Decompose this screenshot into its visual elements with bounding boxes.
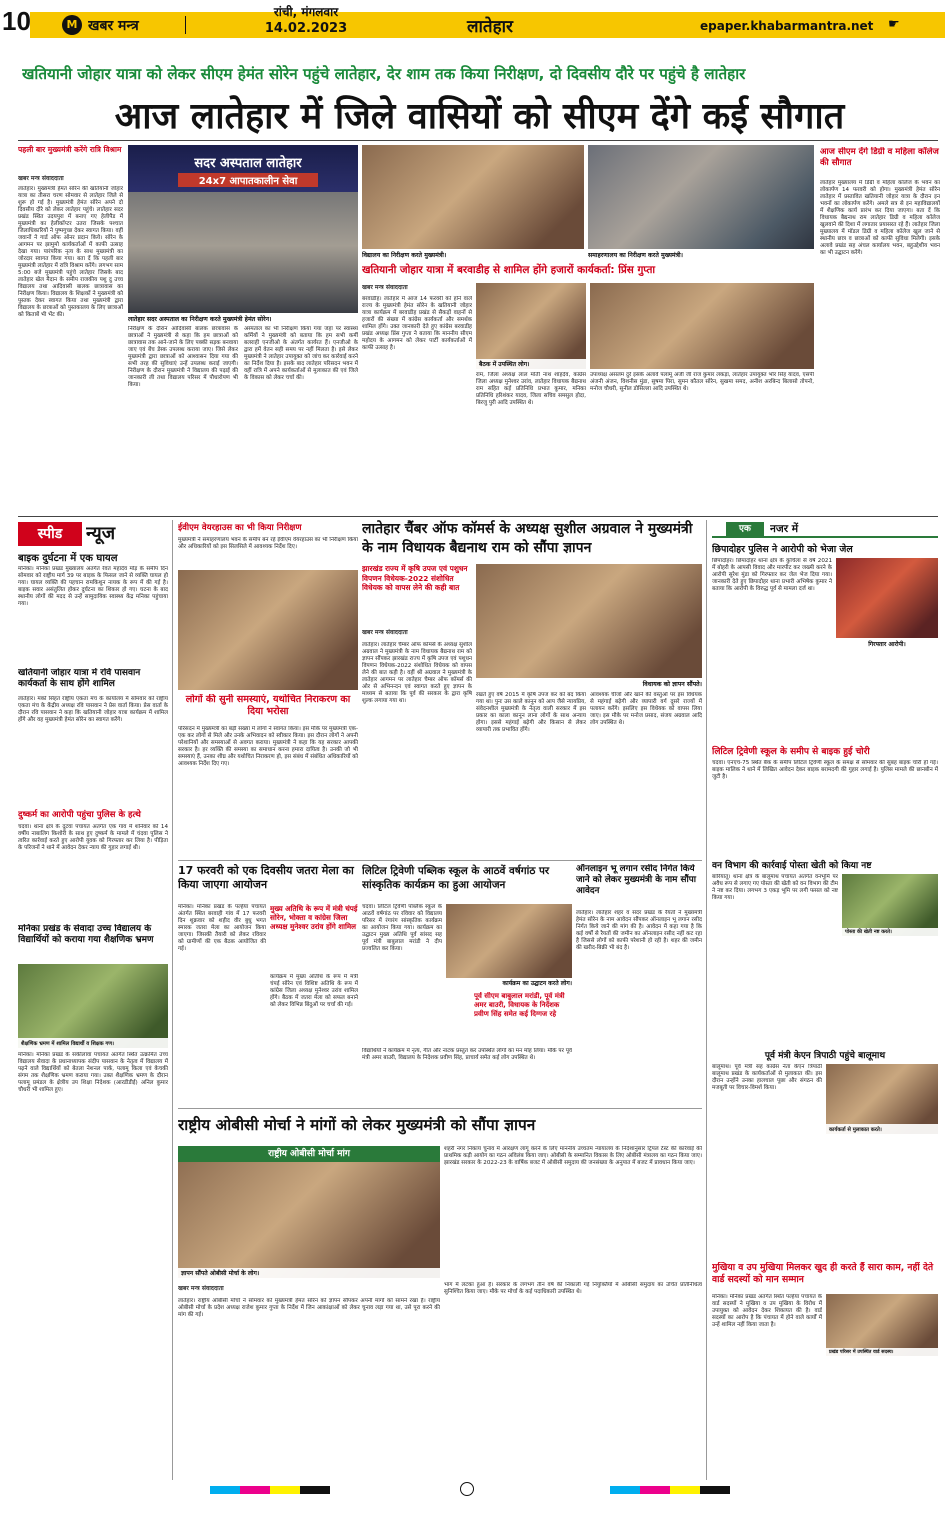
speed-item-2-title: खतियानी जोहार यात्रा में रवि पासवान कार्यकर्ता के साथ होंगे शामिल — [18, 668, 141, 689]
chamber-photo — [476, 564, 702, 678]
color-bar-left — [210, 1486, 330, 1494]
evm-headline: ईवीएम वेयरहाउस का भी किया निरीक्षण — [178, 523, 302, 533]
color-bar-right — [610, 1486, 730, 1494]
masthead — [0, 0, 945, 46]
nazar-tag-1: एक — [726, 522, 764, 536]
feb17-sub: मुख्य अतिथि के रूप में मंत्री चंपई सोरेन, भोक्ता व कांग्रेस जिला अध्यक्ष मुनेश्वर उरांव होंगे शामिल — [270, 904, 358, 931]
little-triveni-body-2: विद्यार्थियों ने कार्यक्रम में नृत्य, गीत और नाटक प्रस्तुत कर उपस्थित लोगों का मन मोह लिया। मौके पर पूर्व मंत्री अमर बाउरी, विद्यालय के निदेशक प्रवीण सिंह, प्राचार्य समेत कई लोग उपस्थित थे। — [362, 1048, 572, 1061]
nazar-item-5-body: मनिका। मनिका प्रखंड अंतर्गत स्थित पल्हेया पंचायत के वार्ड सदस्यों ने मुखिया व उप मुखिया के विरोध में उपायुक्त को आवेदन देकर शिकायत की है। वार्ड सदस्यों का आरोप है कि पंचायत में होने वाले कार्यों में उन्हें शामिल नहीं किया जाता है। — [712, 1294, 822, 1328]
nazar-tag — [712, 522, 938, 538]
public-meet-headline: लोगों की सुनी समस्याएं, यथोचित निराकरण का दिया भरोसा — [185, 694, 351, 717]
nazar-item-2-body: चंदवा। एनएच-75 स्थित बैंक के समीप लिटिल ट्रिवेणी स्कूल के समक्ष से सोमवार की सुबह बाइक चोरी हो गई। बाइक मालिक ने थाने में लिखित आवेदन देकर बाइक बरामदगी की गुहार लगाई है। पुलिस मामले की छानबीन में जुटी है। — [712, 760, 938, 780]
lead-photo-sign2: 24x7 आपातकालीन सेवा — [178, 173, 318, 187]
nazar-item-4-body: बालूमाथ। पूर्व मंत्री सह कांग्रेस नेता केएन त्रिपाठी बालूमाथ प्रखंड के कार्यकर्ताओं से मुलाकात की। इस दौरान उन्होंने उनका हालचाल पूछा और संगठन की मजबूती पर विचार-विमर्श किया। — [712, 1064, 822, 1091]
ward-members-caption: प्रखंड परिसर में उपस्थित वार्ड सदस्य। — [826, 1348, 938, 1356]
section-rule-3 — [178, 1108, 702, 1109]
speed-item-3-body: चंदवा। थाना क्षेत्र के दुटवा पंचायत अंतर्गत एक गांव में शनिवार को 14 वर्षीय नाबालिग किशोरी के साथ हुए दुष्कर्म के मामले में चंदवा पुलिस ने त्वरित कार्रवाई करते हुए आरोपी युवक को गिरफ्तार कर लिया है। पीड़िता के परिजनों ने थाने में आवेदन देकर न्याय की गुहार लगाई थी। — [18, 824, 168, 851]
nazar-item-1-title: छिपादोहर पुलिस ने आरोपी को भेजा जेल — [712, 544, 853, 555]
school-inspection-caption: विद्यालय का निरीक्षण करते मुख्यमंत्री। — [362, 252, 447, 259]
poppy-destroy-photo — [842, 874, 938, 936]
former-minister-photo — [826, 1064, 938, 1134]
degree-college-body: लातेहार मुख्यालय में डिग्री व महिला कॉलेज के भवन का लोकार्पण 14 फरवरी को होगा। मुख्यमंत्री हेमंत सोरेन लातेहार में प्रस्तावित खतियानी जोहार यात्रा के दौरान इन भवनों का लोकार्पण करेंगे। अमले सत्र से इन महाविद्यालयों में शैक्षणिक कार्य प्रारंभ कर दिया जाएगा। बता दें कि विधायक बैद्यनाथ राम लातेहार डिग्री व महिला कॉलेज खुलवाने की दिशा में लगातार प्रयासरत रहे हैं। लातेहार जिला मुख्यालय में मॉडल डिग्री व महिला कॉलेज खुल जाने से स्थानीय छात्र व छात्राओं को काफी सुविधा मिलेगी। इसके अलावे प्रखंड सह अंचल कार्यालय भवन, बहुउद्देशीय भवन का भी उद्घाटन करेंगे। — [820, 180, 940, 256]
collectorate-inspection-photo — [588, 145, 814, 249]
chamber-subhead: झारखंड राज्य में कृषि उपज एवं पशुधन विपणन विधेयक-2022 संशोधित विधेयक को वापस लेने की कही बात — [362, 564, 468, 592]
school-inspection-photo — [362, 145, 584, 249]
masthead-city-day: रांची, मंगलवार — [273, 5, 339, 19]
registration-mark-icon — [460, 1482, 474, 1496]
arrested-accused-caption: गिरफ्तार आरोपी। — [868, 641, 906, 648]
educational-tour-photo — [18, 964, 168, 1048]
obc-headline: राष्ट्रीय ओबीसी मोर्चा ने मांगों को लेकर मुख्यमंत्री को सौंपा ज्ञापन — [178, 1116, 536, 1134]
obc-byline: खबर मन्त्र संवाददाता — [178, 1285, 224, 1292]
arrested-accused-photo — [836, 558, 938, 638]
chamber-body-3: आवश्यक चीजों और खाने की वस्तुओं पर इस विधेयक से महंगाई बढ़ेगी और व्यापारी वर्ग दूसरे राज्यों में पलायन करेंगे। इसलिए इस विधेयक को वापस लिया जाए। इस मौके पर मनोज प्रसाद, संजय अग्रवाल आदि लोग उपस्थित थे। — [590, 692, 702, 726]
masthead-section: लातेहार — [466, 17, 513, 36]
chamber-byline: खबर मन्त्र संवाददाता — [362, 629, 408, 636]
collectorate-inspection-caption: समाहरणालय का निरीक्षण करते मुख्यमंत्री। — [588, 252, 683, 259]
speed-item-3-title: दुष्कर्म का आरोपी पहुंचा पुलिस के हत्थे — [18, 810, 141, 820]
former-minister-caption: कार्यकर्ता से मुलाकात करते। — [826, 1124, 938, 1134]
obc-body: लातेहार। राष्ट्रीय ओबीसी मोर्चा ने सोमवार को मुख्यमंत्री हेमंत सोरेन को ज्ञापन सौंपकर अपनी मांगों को सामने रखा है। राष्ट्रीय ओबीसी मोर्चा के प्रदेश अध्यक्ष राजेश कुमार गुप्ता के निर्देश में जिन आकांक्षाओं को लेकर चुनाव लड़ा गया था, उसे पूरा करने की मांग की गई। — [178, 1298, 440, 1318]
speed-item-2-body: लातेहार। मको सिहत राष्ट्रीय एकता मंच के कार्यालय में सोमवार को राष्ट्रीय एकता मंच के केंद्रीय अध्यक्ष रवि पासवान ने प्रेस वार्ता किया। प्रेस वार्ता के दौरान रवि पासवान ने कहा कि खतियानी जोहार यात्रा कार्यक्रम में शामिल होंगे और वह मुख्यमंत्री हेमंत सोरेन का स्वागत करेंगे। — [18, 696, 168, 723]
section-rule-1 — [18, 516, 938, 517]
masthead-divider — [185, 16, 186, 34]
lead-photo — [128, 145, 358, 313]
page-number: 10 — [2, 6, 31, 36]
speed-item-1-title: बाइक दुर्घटना में एक घायल — [18, 553, 118, 564]
lead-photo-sign: सदर अस्पताल लातेहार — [194, 156, 302, 171]
nazar-item-1-body: छिपादोहर। छिपादोहर थाना क्षेत्र के कुचिला से वर्ष 2021 में बोहरी के आपसी विवाद और मारपीट कर जख्मी करने के आरोपी सुरेश मुंडा को गिरफ्तार कर जेल भेज दिया गया। जानकारी देते हुए छिपादोहर थाना प्रभारी अभिषेक कुमार ने बताया कि आरोपी के विरुद्ध पूर्व से मामला दर्ज था। — [712, 558, 832, 592]
pointer-icon: ☛ — [888, 17, 900, 32]
little-triveni-body: चंदवा। लिटिल ट्रिवेणी पब्लिक स्कूल के आठवें वर्षगांठ पर रविवार को विद्यालय परिसर में रंगारंग सांस्कृतिक कार्यक्रम का आयोजन किया गया। कार्यक्रम का उद्घाटन मुख्य अतिथि पूर्व सांसद सह पूर्व मंत्री बाबुलाल मरांडी ने दीप प्रज्वलित कर किया। — [362, 904, 442, 952]
public-meet-body: परिसदन में मुख्यमंत्री का बड़ी संख्या में लोगों ने स्वागत किया। इस मौके पर मुख्यमंत्री एक-एक कर लोगों से मिले और उनके अभिवादन को स्वीकार किया। इस दौरान लोगों ने अपनी परेशानियों और समस्याओं से अवगत कराया। मुख्यमंत्री ने कहा कि यह सरकार आपकी सरकार है। हर व्यक्ति की समस्या का समाधान करना हमारा दायित्व है। उनकी जो भी समस्याएं हैं, उनका शीघ्र और यथोचित निराकरण हो, इस संबंध में संबंधित अधिकारियों को आवश्यक निर्देश दिए गए। — [178, 726, 358, 767]
online-land-headline: ऑनलाइन भू लगान रसीद निर्गत किये जाने को लेकर मुख्यमंत्री के नाम सौंपा आवेदन — [576, 864, 696, 896]
little-triveni-quote: पूर्व सीएम बाबुलाल मरांडी, पूर्व मंत्री अमर बाउरी, विधायक के निर्देशक प्रवीण सिंह समेत कई दिग्गज रहे — [474, 992, 565, 1018]
speed-item-4-title: मनिका प्रखंड के सेवादा उच्च विद्यालय के विद्यार्थियों को कराया गया शैक्षणिक भ्रमण — [18, 924, 154, 945]
obc-photo-caption: ज्ञापन सौंपते ओबीसी मोर्चा के लोग। — [178, 1268, 440, 1278]
nazar-item-4-title: पूर्व मंत्री केएन त्रिपाठी पहुंचे बालूमाथ — [764, 1051, 886, 1061]
little-triveni-caption: कार्यक्रम का उद्घाटन करते लोग। — [502, 980, 572, 987]
brand-logo-icon: M — [62, 15, 82, 35]
chamber-body-2: रखते हुए वर्ष 2015 में कृषि उपज कर को बंद किया गया था। पुनः उस काले कानून को आप जैसे न्यायप्रिय, संवेदनशील मुख्यमंत्री के नेतृत्व वाली सरकार में इस प्रकार का काला कानून लाना लोगों के साथ अन्याय होगा। इससे महंगाई बढ़ेगी और किसान से लेकर व्यापारी तक प्रभावित होंगे। — [476, 692, 586, 733]
epaper-url[interactable]: epaper.khabarmantra.net — [700, 19, 874, 33]
nazar-item-5-title: मुखिया व उप मुखिया मिलकर खुद ही करते हैं सारा काम, नहीं देते वार्ड सदस्यों को मान सम्मान — [712, 1262, 934, 1285]
section-rule-2 — [178, 860, 702, 861]
poppy-destroy-caption: पोस्ता की खेती नष्ट करते। — [842, 928, 938, 936]
public-meet-photo — [178, 570, 358, 690]
headline-rule — [18, 140, 938, 141]
obc-body-3: भाग में लटका हुआ है। सरकार के लगभग तीन वर्ष की निकाली गई नियुक्तियों में ओबीसी समुदाय का उचित प्रतिनिधित्व सुनिश्चित किया जाए। मौके पर मोर्चा के कई पदाधिकारी उपस्थित थे। — [444, 1282, 702, 1295]
masthead-date: 14.02.2023 — [264, 21, 348, 36]
lead-kicker: पहली बार मुख्यमंत्री करेंगे रात्रि विश्राम — [18, 145, 122, 154]
khatiyani-meeting-photo-2 — [590, 283, 814, 369]
speed-news-tag — [18, 522, 168, 546]
lead-byline: खबर मन्त्र संवाददाता — [18, 175, 64, 182]
ward-members-photo — [826, 1294, 938, 1356]
lead-photo-caption: लातेहार सदर अस्पताल का निरीक्षण करते मुख्यमंत्री हेमंत सोरेन। — [128, 316, 272, 323]
little-triveni-photo — [446, 904, 572, 978]
lead-headline: आज लातेहार में जिले वासियों को सीएम देंगे कई सौगात — [114, 96, 845, 136]
obc-body-2: शहरी नगर निकाय चुनाव में आरक्षण लागू करने के लिए माननीय उच्चतम न्यायालय के निर्देशानुसार ट्रिपल टेस्ट की कार्रवाई की प्राथमिक कड़ी आयोग का गठन अविलंब किया जाए। ओबीसी के सम्मानित विकास के लिए ओबीसी मंत्रालय का गठन किया जाए। झारखंड सरकार के 2022-23 के वार्षिक बजट में ओबीसी समुदाय की जनसंख्या के अनुपात में बजट में प्रावधान किया जाए। — [444, 1146, 702, 1166]
feb17-headline: 17 फरवरी को एक दिवसीय जतरा मेला का किया जाएगा आयोजन — [178, 864, 354, 891]
khatiyani-body: बरवाडीह। लातेहार में आज 14 फरवरी को होने वाले राज्य के मुख्यमंत्री हेमंत सोरेन के खतियानी जोहार यात्रा कार्यक्रम में बरवाडीह प्रखंड से सैकड़ों वाहनों से हजारों की संख्या में कांग्रेस कार्यकर्ता और समर्थक शामिल होंगे। उक्त जानकारी देते हुए कांग्रेस बरवाडीह प्रखंड अध्यक्ष प्रिंस गुप्ता ने बताया कि माननीय सीएम महोदय के आगमन को लेकर पार्टी कार्यकर्ताओं में काफी उत्साह है। — [362, 296, 472, 351]
degree-college-headline: आज सीएम देंगे डिग्री व महिला कॉलेज की सौगात — [820, 147, 939, 168]
speed-news-tag-2: न्यूज — [86, 523, 116, 544]
chamber-body: लातेहार। लातेहार चैम्बर ऑफ कॉमर्स के अध्यक्ष सुशील अग्रवाल ने मुख्यमंत्री के नाम विधायक बैद्यनाथ राम को ज्ञापन सौंपकर झारखंड राज्य में कृषि उपज एवं पशुधन विपणन विधेयक-2022 संशोधित विधेयक को वापस लेने की बात कही है। वहीं श्री अग्रवाल ने मुख्यमंत्री के लातेहार आगमन पर लातेहार चैम्बर ऑफ कॉमर्स की ओर से अभिनन्दन एवं स्वागत करते हुए ज्ञापन के माध्यम से बताया कि पूर्व की सरकार के द्वारा कृषि शुल्क लगाया गया था। — [362, 642, 472, 704]
lead-body-2: निरीक्षण के दौरान आदिवासी बालक छात्रावास के छात्राओं ने मुख्यमंत्री से कहा कि हम छात्राओं को छात्रावास तक आने-जाने के लिए पक्की सड़क बनवाया जाए एवं बेंच डेस्क उपलब्ध कराया जाए। जिसे लेकर मुख्यमंत्री द्वारा छात्राओं को आश्वासन दिया गया की सभी तरह की सुविधाएं उन्हें उपलब्ध कराई जाएगी। निरीक्षण के दौरान मुख्यमंत्री ने विद्यालय की पढ़ाई की जानकारी ली तथा विद्यालय परिसर में पौधारोपण भी किया। — [128, 326, 238, 388]
speed-news-tag-1: स्पीड — [18, 522, 82, 546]
evm-body: मुख्यमंत्री ने समाहरणालय भवन के समीप बन रहे ईवीएम वेयरहाउस का भी निरीक्षण किया और अधिकारियों को इस सिलसिले में आवश्यक निर्देश दिए। — [178, 537, 358, 550]
khatiyani-body-2: राम, जिला अध्यक्ष लाल मोती नाथ शाहदेव, कांग्रेस जिला अध्यक्ष मुनेश्वर उरांव, लातेहार विधायक बैद्यनाथ राम सहित कई प्रतिनिधि प्रभात कुमार, मनिका प्रतिनिधि हरिशंकर यादव, जिला सचिव समसुल होदा, बिरजु पुरी आदि उपस्थित थे। — [476, 372, 586, 406]
lead-body: लातेहार। मुख्यमंत्री हेमंत सोरेन की खतियानी जोहार यात्रा का तीसरा चरण सोमवार से लातेहार जिले से शुरू हो गई है। मुख्यमंत्री हेमंत सोरेन अपने दो दिवसीय दौरे को लेकर लातेहार पहुंचे। लातेहार सदर प्रखंड स्थित उदयपुरा में बनाए गए हेलीपैड में मुख्यमंत्री का हेलीकॉप्टर उतरा जिसके पश्चात जिलाधिकारियों ने पुष्पगुच्छ देकर स्वागत किया। वहीं जवानों ने गार्ड ऑफ ऑनर प्रदान किये। सोरेन के आगमन पर झामुमो कार्यकर्ताओं में काफी उत्साह देखा गया। पारंपरिक नृत्य के साथ मुख्यमंत्री का जोरदार स्वागत किया गया। बता दें कि पहली बार मुख्यमंत्री लातेहार में रात्रि विश्राम करेंगे। लगभग साम 5:00 बजे मुख्यमंत्री पहुंचे लातेहार जिसके बाद लातेहार खेल मैदान के समीप राजकीय पशु दु उच्च विद्यालय तथा आदिवासी बालक छात्रावास का निरीक्षण किया। विद्यालय के शिक्षकों ने मुख्यमंत्री को पुस्तक देकर स्वागत किया तथा मुख्यमंत्री द्वारा विद्यालय के छात्राओं को पुस्तकालय के लिए छात्राओं को किताबें भी भेंट की। — [18, 186, 123, 318]
online-land-body: लातेहार। लातेहार शहर व सदर प्रखंड के रैयतों ने मुख्यमंत्री हेमंत सोरेन के नाम आवेदन सौंपकर ऑनलाइन भू लगान रसीद निर्गत किये जाने की मांग की है। आवेदन में कहा गया है कि कई वर्षों से रैयतों की जमीन का ऑनलाइन रसीद नहीं कट रहा है जिससे लोगों को काफी परेशानी हो रही है। शहर की जमीन की खरीद-बिक्री भी बंद है। — [576, 910, 702, 951]
khatiyani-headline: खतियानी जोहार यात्रा में बरवाडीह से शामिल होंगे हजारों कार्यकर्ता: प्रिंस गुप्ता — [362, 264, 656, 276]
col-rule-2 — [706, 520, 707, 1480]
nazar-item-3-title: वन विभाग की कार्रवाई पोस्ता खेती को किया नष्ट — [712, 861, 872, 871]
top-strap: खतियानी जोहार यात्रा को लेकर सीएम हेमंत सोरेन पहुंचे लातेहार, देर शाम तक किया निरीक्षण, दो दिवसीय दौरे पर पहुंचे है लातेहार — [22, 65, 746, 83]
chamber-photo-caption: विधायक को ज्ञापन सौंपते। — [642, 681, 702, 688]
brand-name: खबर मन्त्र — [88, 18, 139, 34]
little-triveni-headline: लिटिल ट्रिवेणी पब्लिक स्कूल के आठवें वर्षगांठ पर सांस्कृतिक कार्यक्रम का हुआ आयोजन — [362, 865, 550, 891]
speed-item-4-body: मनिका। मनिका प्रखंड के संकीलावा पंचायत अंतर्गत स्थित उत्क्रमित उच्च विद्यालय सेवादा के प्रधानाध्यापक संदीप पासवान के नेतृत्व में विद्यालय में पढ़ने वाले विद्यार्थियों को बेतला नेशनल पार्क, पलामू किला एवं केचकी संगम तक शैक्षणिक भ्रमण कराया गया। उक्त शैक्षणिक भ्रमण के दौरान पलामू प्रमंडल के क्षेत्रीय उप शिक्षा निदेशक (आरडीडीई) अनिल कुमार चौधरी भी शामिल हुए। — [18, 1052, 168, 1093]
khatiyani-byline: खबर मन्त्र संवाददाता — [362, 284, 408, 291]
khatiyani-meeting-photo — [476, 283, 586, 369]
nazar-item-2-title: लिटिल ट्रिवेणी स्कूल के समीप से बाइक हुई चोरी — [712, 747, 870, 757]
nazar-tag-2: नजर में — [770, 523, 799, 535]
chamber-headline: लातेहार चैंबर ऑफ कॉमर्स के अध्यक्ष सुशील अग्रवाल ने मुख्यमंत्री के नाम विधायक बैद्यनाथ राम को सौंपा ज्ञापन — [362, 521, 693, 556]
educational-tour-caption: शैक्षणिक भ्रमण में शामिल विद्यार्थी व शिक्षक गण। — [18, 1038, 168, 1048]
khatiyani-body-3: उपाध्यक्ष असलम दुर्र इसके अलावे पलामू अर्जी जी राज कुमार लकड़ा, लातेहार उपायुक्त भोर सिंह यादव, एसपी अंजनी अंजन, विशनीस मुंडा, सुषमा पिरा, सुमन कौतल सोरेन, सुखमा समद, अनीश अरबिन्द बिलासो तोपनो, मनोज चौधरी, सुनील डोसिल्ला आदि उपस्थित थे। — [590, 372, 814, 392]
lead-body-3: अस्पताल का भी निरीक्षण किया गया जहां पर स्वास्थ्य कर्मियों ने मुख्यमंत्री को बताया कि हम सभी कर्मी बलराही एनजीओ के अंतर्गत कार्यरत हैं। एनजीओ के द्वारा हमें वेतन सही समय पर नहीं मिलता है। इसे लेकर मुख्यमंत्री ने लातेहार उपायुक्त को जांच कर कार्रवाई करने का निर्देश दिया है। इसके बाद लातेहार परिसदन भवन में वहीं रात्रि में अपने कार्यकर्ताओं से मुलाकात की एवं जिले के विकास को लेकर चर्चा की। — [244, 326, 358, 381]
obc-photo-banner: राष्ट्रीय ओबीसी मोर्चा मांग — [178, 1146, 440, 1162]
khatiyani-photo-caption: बैठक में उपस्थित लोग। — [476, 359, 586, 369]
feb17-body-2: कार्यक्रम में मुख्य अतिथि के रूप में मंत्री चंपई सोरेन एवं विशिष्ट अतिथि के रूप में कांग्रेस जिला अध्यक्ष मुनेश्वर उरांव शामिल होंगे। बैठक में जतरा मेला को सफल बनाने को लेकर विभिन्न बिंदुओं पर चर्चा की गई। — [270, 974, 358, 1008]
speed-item-1-body: मनिका। मनिका प्रखंड मुख्यालय अंतर्गत रेवत महादेव मोड़ के समीप दिन सोमवार को राष्ट्रीय मार्ग 39 पर बाइक के फिसल जाने से व्यक्ति घायल हो गया। घायल व्यक्ति की पहचान रामकिशुन नायक के रूप में की गई है। बाइक सवार असंतुलित होकर दुर्घटना का शिकार हो गए। घटना के बाद स्थानीय लोगों की मदद से उन्हें सामुदायिक स्वास्थ्य केंद्र मनिका पहुंचाया गया। — [18, 566, 168, 607]
obc-photo — [178, 1146, 440, 1278]
feb17-body: मनिका। मनिका प्रखंड के पल्हेया पंचायत अंतर्गत स्थित बरवाही गांव में 17 फरवरी दिन शुक्रवार को शहीद वीर बुधु भगत स्मारक जतरा मेला का आयोजन किया जाएगा। जिसकी तैयारी को लेकर रविवार को ग्रामीणों की एक बैठक आयोजित की गई। — [178, 904, 266, 952]
nazar-item-3-body: बारियातू। थाना क्षेत्र के बालूमाथ पंचायत अंतर्गत वनभूमि पर अवैध रूप से लगाए गए पोस्ता की खेती को वन विभाग की टीम ने नष्ट कर दिया। लगभग 3 एकड़ भूमि पर लगी फसल को नष्ट किया गया। — [712, 874, 838, 901]
col-rule-1 — [172, 520, 173, 1480]
